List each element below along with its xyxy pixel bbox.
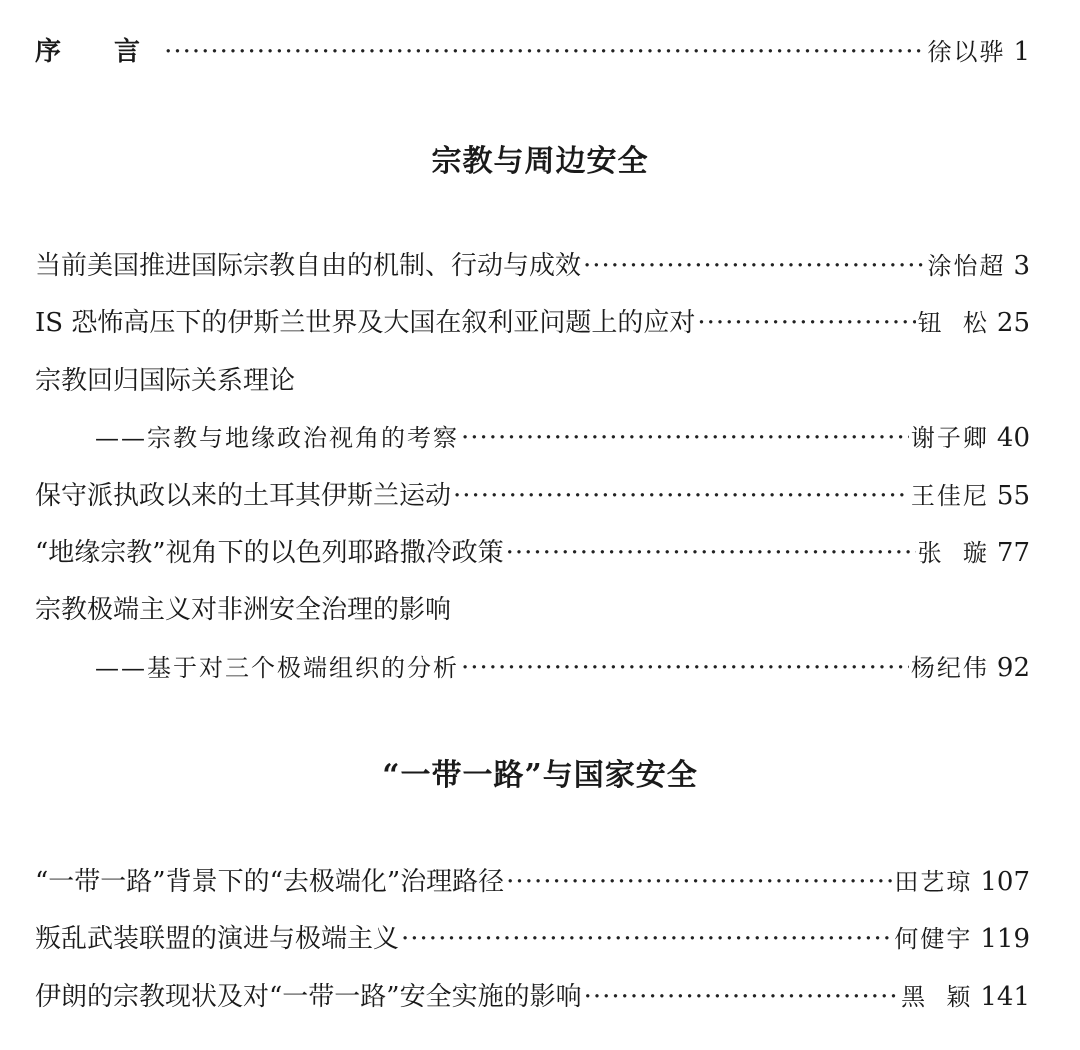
leader-dots — [461, 420, 909, 456]
entry-author: 涂怡超 — [927, 252, 1006, 280]
entry-author: 黑 颖 — [901, 983, 973, 1011]
entry-title: 伊朗的宗教现状及对“一带一路”安全实施的影响 — [35, 982, 582, 1012]
toc-entry[interactable] — [35, 478, 1030, 514]
entry-page-number: 141 — [980, 982, 1030, 1012]
leader-dots — [461, 650, 909, 686]
entry-title: 序 言 — [35, 37, 163, 67]
entry-subtitle: ——基于对三个极端组织的分析 — [95, 654, 459, 682]
toc-entry[interactable] — [35, 864, 1030, 900]
entry-page-number: 92 — [996, 653, 1030, 683]
leader-dots — [401, 921, 892, 957]
entry-page-number: 107 — [980, 867, 1030, 897]
toc-entry[interactable] — [35, 535, 1030, 571]
entry-title: IS 恐怖高压下的伊斯兰世界及大国在叙利亚问题上的应对 — [35, 308, 696, 338]
entry-author: 钮 松 — [917, 309, 989, 337]
toc-entry-preface[interactable] — [35, 34, 1030, 70]
toc-entry-subtitle-line[interactable] — [95, 650, 1030, 686]
entry-title: “一带一路”背景下的“去极端化”治理路径 — [35, 867, 505, 897]
toc-entry-main-line[interactable] — [35, 363, 1030, 399]
entry-page-number: 3 — [1013, 251, 1030, 281]
section-heading-belt-road-security: “一带一路”与国家安全 — [382, 758, 698, 793]
toc-entry[interactable] — [35, 979, 1030, 1015]
toc-entry-main-line[interactable] — [35, 592, 1030, 628]
entry-author: 杨纪伟 — [910, 654, 989, 682]
leader-dots — [506, 864, 892, 900]
entry-title: 当前美国推进国际宗教自由的机制、行动与成效 — [35, 251, 582, 281]
entry-page-number: 1 — [1013, 37, 1030, 67]
leader-dots — [697, 305, 915, 341]
leader-dots — [584, 979, 900, 1015]
entry-title: 叛乱武装联盟的演进与极端主义 — [35, 924, 400, 954]
entry-author: 何健宇 — [894, 925, 973, 953]
leader-dots — [583, 248, 925, 284]
entry-author: 田艺琼 — [894, 868, 973, 896]
entry-title: 宗教极端主义对非洲安全治理的影响 — [35, 595, 452, 625]
toc-entry-subtitle-line[interactable] — [95, 420, 1030, 456]
entry-title: 保守派执政以来的土耳其伊斯兰运动 — [35, 481, 452, 511]
entry-page-number: 40 — [996, 423, 1030, 453]
toc-entry[interactable] — [35, 921, 1030, 957]
entry-author: 王佳尼 — [910, 482, 989, 510]
entry-page-number: 25 — [996, 308, 1030, 338]
entry-author: 徐以骅 — [927, 38, 1006, 66]
entry-author: 张 璇 — [917, 539, 989, 567]
entry-page-number: 119 — [980, 924, 1030, 954]
entry-author: 谢子卿 — [910, 424, 989, 452]
leader-dots — [506, 535, 916, 571]
entry-page-number: 77 — [996, 538, 1030, 568]
entry-page-number: 55 — [996, 481, 1030, 511]
leader-dots — [164, 34, 925, 70]
entry-title: “地缘宗教”视角下的以色列耶路撒冷政策 — [35, 538, 504, 568]
leader-dots — [453, 478, 909, 514]
entry-title: 宗教回归国际关系理论 — [35, 366, 296, 396]
toc-entry[interactable] — [35, 305, 1030, 341]
entry-subtitle: ——宗教与地缘政治视角的考察 — [95, 424, 459, 452]
section-heading-religion-security: 宗教与周边安全 — [431, 144, 649, 179]
toc-entry[interactable] — [35, 248, 1030, 284]
